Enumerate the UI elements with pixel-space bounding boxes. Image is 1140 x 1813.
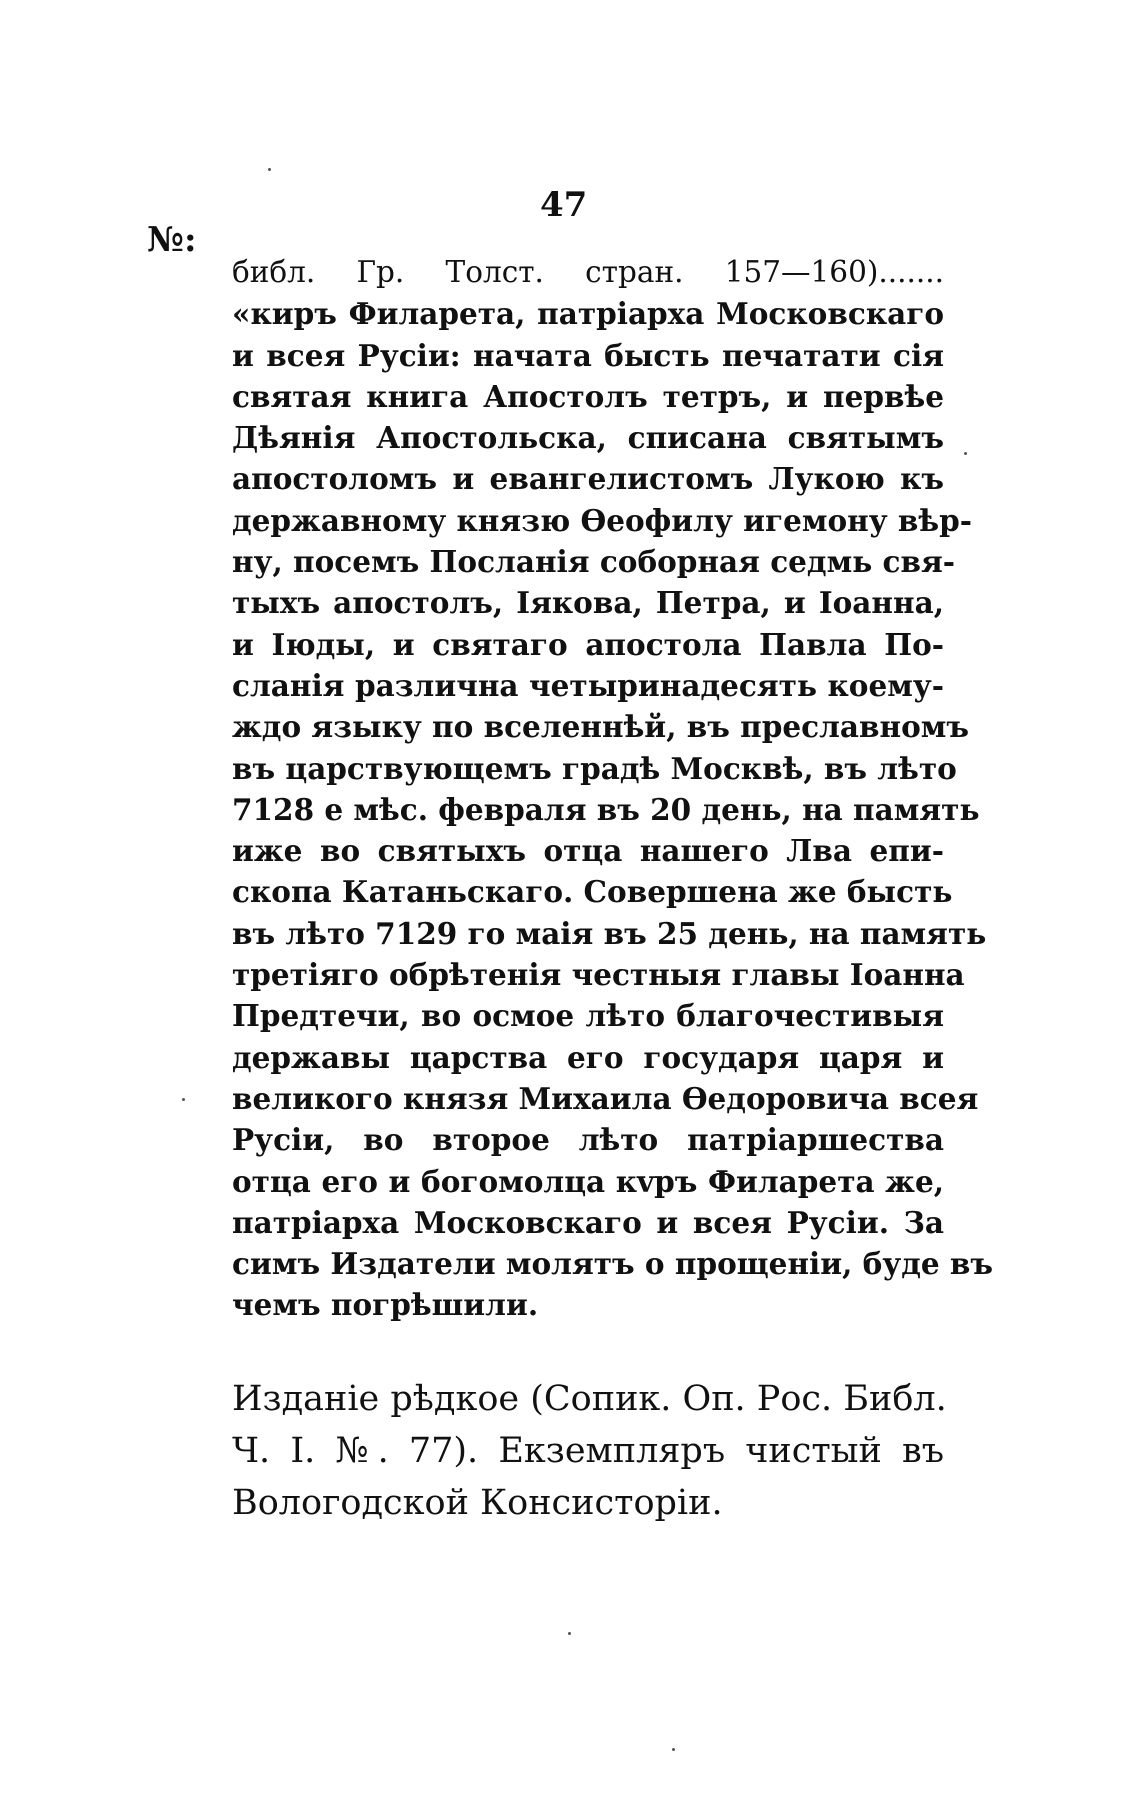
- text-line: «киръ Филарета, патріарха Московскаго: [232, 296, 944, 332]
- text-line: сланія различна четыринадесять коему-: [232, 667, 944, 703]
- paper-speck: [568, 1632, 571, 1635]
- text-line: библ. Гр. Толст. стран. 157—160).......: [232, 255, 944, 289]
- text-line: державному князю Өеофилу игемону вѣр-: [232, 502, 973, 538]
- closing-line: Ч. I. №. 77). Екземпляръ чистый въ: [232, 1431, 944, 1471]
- closing-line: Вологодской Консисторіи.: [232, 1483, 723, 1523]
- text-line: скопа Катаньскаго. Совершена же бысть: [232, 874, 953, 910]
- margin-number-mark: №:: [147, 220, 197, 260]
- paper-speck: [182, 1098, 185, 1101]
- closing-line: Изданіе рѣдкое (Сопик. Оп. Рос. Библ.: [232, 1379, 947, 1419]
- main-text-block: [232, 252, 994, 1326]
- paper-speck: [672, 1748, 675, 1751]
- text-line: чемъ погрѣшили.: [232, 1287, 539, 1323]
- text-line: симъ Издатели молятъ о прощеніи, буде въ: [232, 1246, 994, 1282]
- text-line: въ лѣто 7129 го маія въ 25 день, на память: [232, 915, 987, 951]
- page-number: 47: [540, 185, 588, 225]
- text-line: Русіи, во второе лѣто патріаршества: [232, 1122, 944, 1158]
- text-line: великого князя Михаила Өедоровича всея: [232, 1080, 979, 1116]
- text-line: 7128 е мѣс. февраля въ 20 день, на память: [232, 791, 980, 827]
- text-line: отца его и богомолца кvръ Филарета же,: [232, 1163, 944, 1199]
- text-line: въ царствующемъ градѣ Москвѣ, въ лѣто: [232, 750, 957, 786]
- text-line: и всея Русіи: начата бысть печатати сія: [232, 337, 944, 373]
- text-line: ждо языку по вселеннѣй, въ преславномъ: [232, 709, 970, 745]
- text-line: апостоломъ и евангелистомъ Лукою къ: [232, 461, 944, 497]
- paper-speck: [964, 452, 967, 455]
- text-line: ну, посемъ Посланія соборная седмь свя-: [232, 544, 956, 580]
- paper-speck: [268, 168, 271, 171]
- text-line: тыхъ апостолъ, Іякова, Петра, и Іоанна,: [232, 585, 944, 621]
- text-line: святая книга Апостолъ тетръ, и первѣе: [232, 378, 944, 414]
- closing-note: [232, 1373, 947, 1529]
- text-line: иже во святыхъ отца нашего Лва епи-: [232, 833, 944, 869]
- text-line: Дѣянія Апостольска, списана святымъ: [232, 420, 944, 456]
- text-line: патріарха Московскаго и всея Русіи. За: [232, 1204, 944, 1240]
- text-line: Предтечи, во осмое лѣто благочестивыя: [232, 998, 944, 1034]
- text-line: третіяго обрѣтенія честныя главы Іоанна: [232, 957, 965, 993]
- text-line: и Іюды, и святаго апостола Павла По-: [232, 626, 944, 662]
- text-line: державы царства его государя царя и: [232, 1039, 944, 1075]
